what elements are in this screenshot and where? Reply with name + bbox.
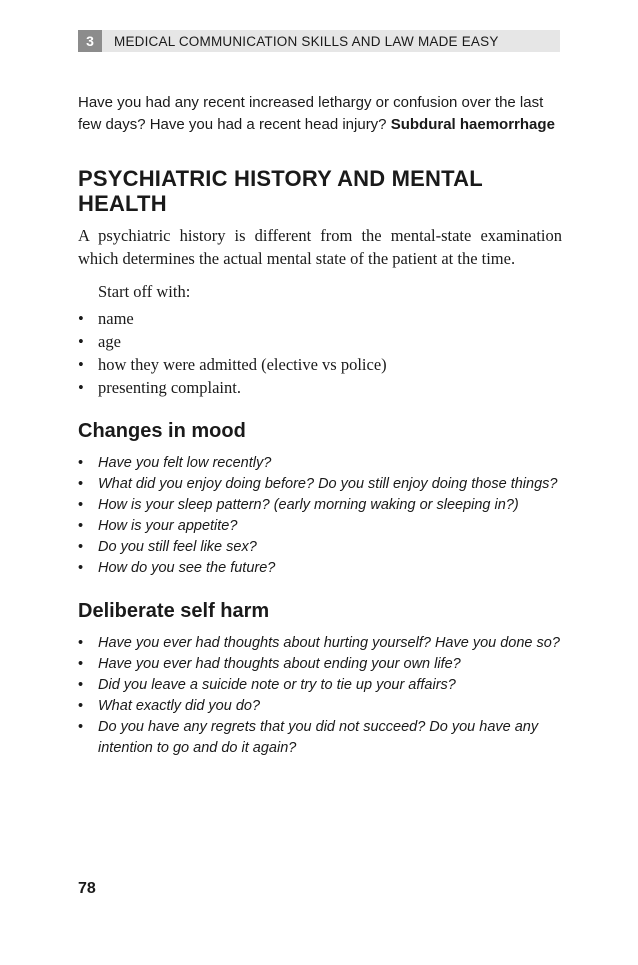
- mood-question-list: [78, 453, 562, 579]
- list-item: • What did you enjoy doing before? Do you still enjoy doing those things?: [78, 474, 562, 495]
- start-off-label: Start off with:: [98, 282, 191, 301]
- list-item: • How is your appetite?: [78, 516, 562, 537]
- list-item: • age: [78, 330, 562, 353]
- section-heading-psychiatric: PSYCHIATRIC HISTORY AND MENTAL HEALTH: [78, 166, 483, 216]
- list-item: • What exactly did you do?: [78, 696, 562, 717]
- intro-bold-term: Subdural haemorrhage: [390, 116, 555, 133]
- intro-paragraph: [78, 92, 562, 136]
- subheading-deliberate-self-harm: Deliberate self harm: [78, 600, 270, 622]
- page-number: 78: [78, 880, 96, 897]
- running-title: MEDICAL COMMUNICATION SKILLS AND LAW MADE EASY: [114, 33, 499, 49]
- list-item: • Have you ever had thoughts about hurting yourself? Have you done so?: [78, 633, 562, 654]
- list-item: • How is your sleep pattern? (early morning waking or sleeping in?): [78, 495, 562, 516]
- start-off-list: [78, 307, 562, 399]
- list-item: • Do you still feel like sex?: [78, 537, 562, 558]
- list-item: • Have you ever had thoughts about ending your own life?: [78, 654, 562, 675]
- intro-text: Have you had any recent increased lethargy or confusion over the last few days? Have you had a recent head injury?: [78, 94, 544, 133]
- page-content: [78, 92, 562, 759]
- chapter-number-badge: 3: [78, 30, 102, 52]
- self-harm-question-list: [78, 633, 562, 759]
- running-header: [78, 30, 560, 52]
- list-item: • name: [78, 307, 562, 330]
- list-item: • How do you see the future?: [78, 558, 562, 579]
- subheading-changes-in-mood: Changes in mood: [78, 420, 246, 442]
- list-item: • Have you felt low recently?: [78, 453, 562, 474]
- list-item: • how they were admitted (elective vs police): [78, 353, 562, 376]
- list-item: • Did you leave a suicide note or try to tie up your affairs?: [78, 675, 562, 696]
- list-item: • presenting complaint.: [78, 376, 562, 399]
- list-item: • Do you have any regrets that you did not succeed? Do you have any intention to go and do it again?: [78, 717, 562, 759]
- psychiatric-paragraph: A psychiatric history is different from the mental-state examination which determines the actual mental state of the patient at the time.: [78, 226, 562, 268]
